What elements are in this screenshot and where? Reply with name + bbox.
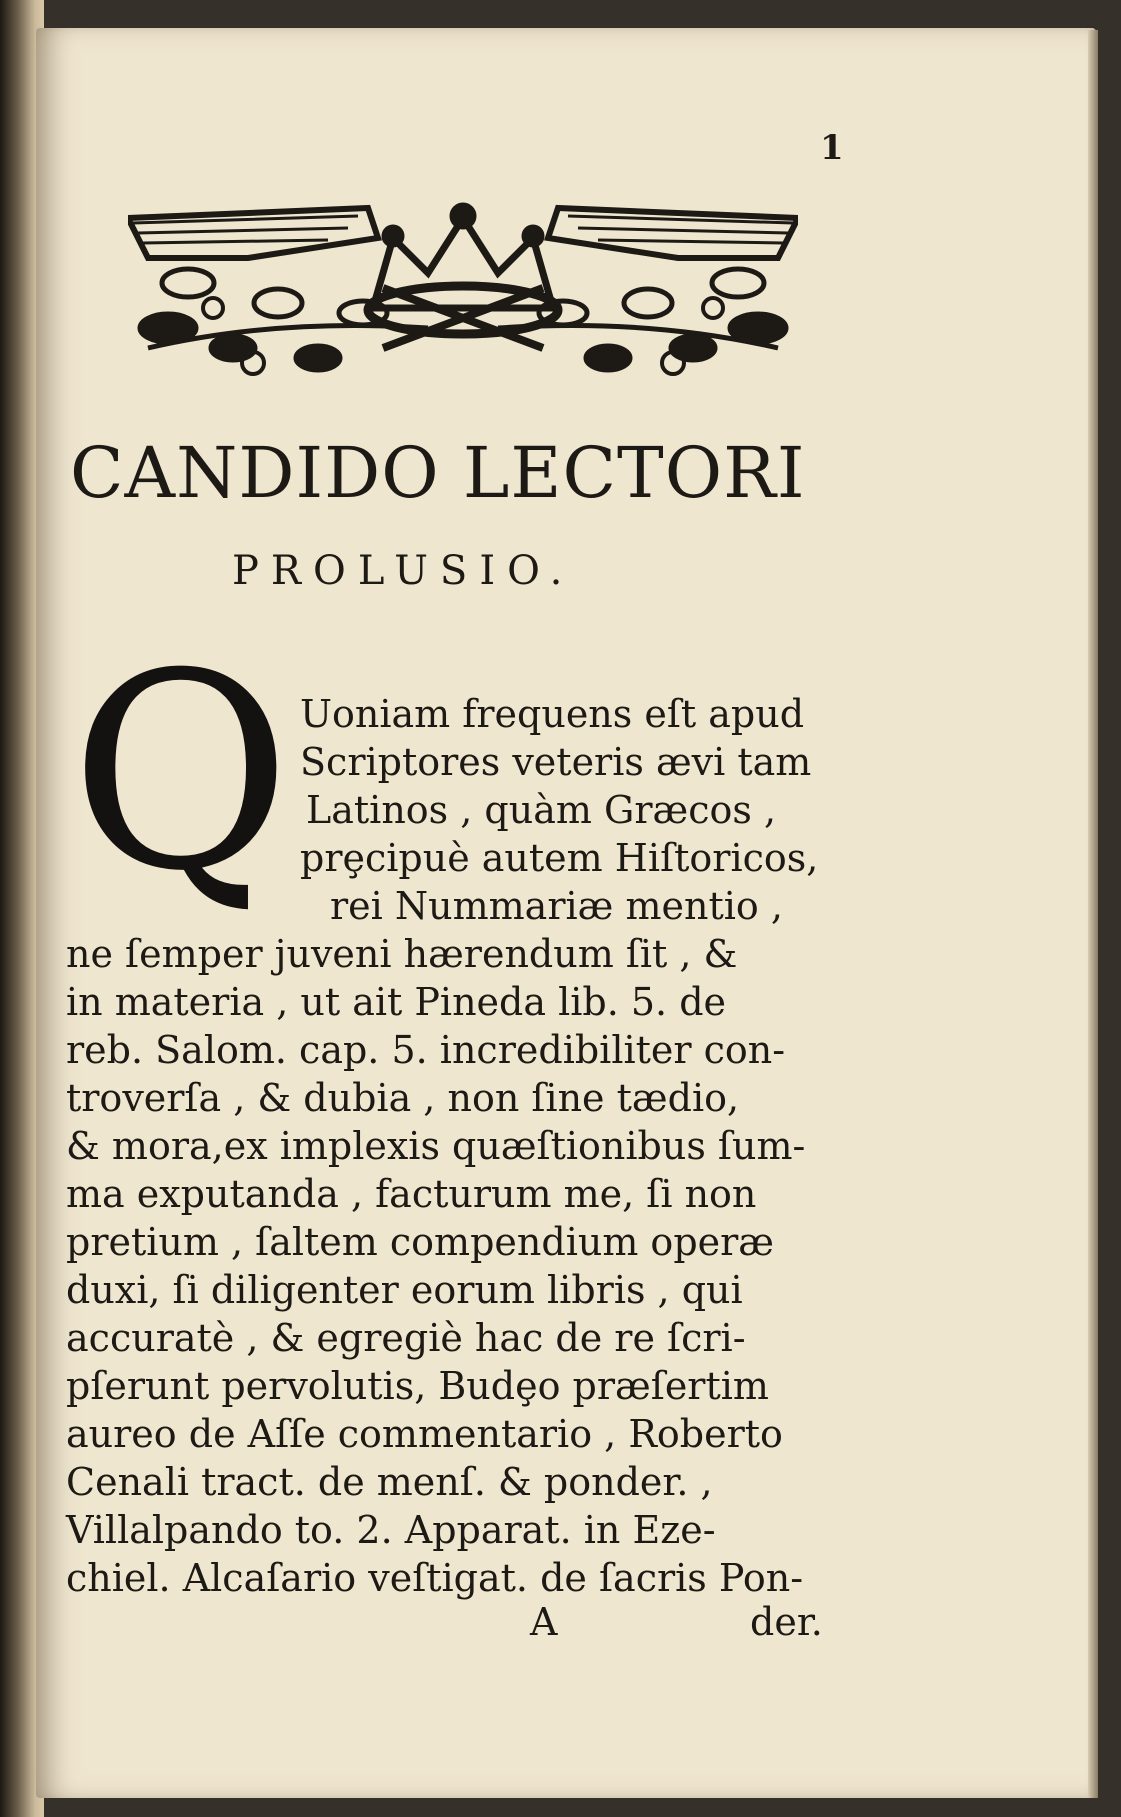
text-line-10: & mora,ex implexis quæſtionibus ſum- [66,1124,806,1168]
text-line-15: pſerunt pervolutis, Budȩo præſertim [66,1364,769,1408]
text-line-12: pretium , ſaltem compendium operæ [66,1220,775,1264]
page-fore-edge [1088,30,1098,1798]
text-line-13: duxi, ſi diligenter eorum libris , qui [66,1268,743,1312]
text-line-14: accuratè , & egregiè hac de re ſcri- [66,1316,746,1360]
catchword: der. [750,1600,823,1644]
signature-mark: A [530,1600,558,1644]
text-line-7: in materia , ut ait Pineda lib. 5. de [66,980,727,1024]
drop-cap-initial: Q [70,615,292,930]
text-line-5: rei Nummariæ mentio , [330,884,783,928]
text-line-4: prȩcipuè autem Hiſtoricos, [300,836,819,880]
crown-laurel-headpiece-ornament [128,198,798,388]
text-line-11: ma exputanda , facturum me, ſi non [66,1172,757,1216]
text-line-16: aureo de Aſſe commentario , Roberto [66,1412,783,1456]
text-line-1: Uoniam frequens eſt apud [300,692,805,736]
text-line-8: reb. Salom. cap. 5. incredibiliter con- [66,1028,786,1072]
text-line-6: ne ſemper juveni hærendum ſit , & [66,932,738,976]
heading-title: CANDIDO LECTORI [70,432,806,514]
text-line-3: Latinos , quàm Græcos , [306,788,777,832]
text-line-17: Cenali tract. de menſ. & ponder. , [66,1460,713,1504]
text-line-18: Villalpando to. 2. Apparat. in Eze- [66,1508,716,1552]
text-line-2: Scriptores veteris ævi tam [300,740,812,784]
heading-subtitle: PROLUSIO. [232,548,575,594]
text-line-19: chiel. Alcaſario veſtigat. de ſacris Pon- [66,1556,804,1600]
page-number: 1 [820,128,844,168]
text-line-9: troverſa , & dubia , non ſine tædio, [66,1076,740,1120]
